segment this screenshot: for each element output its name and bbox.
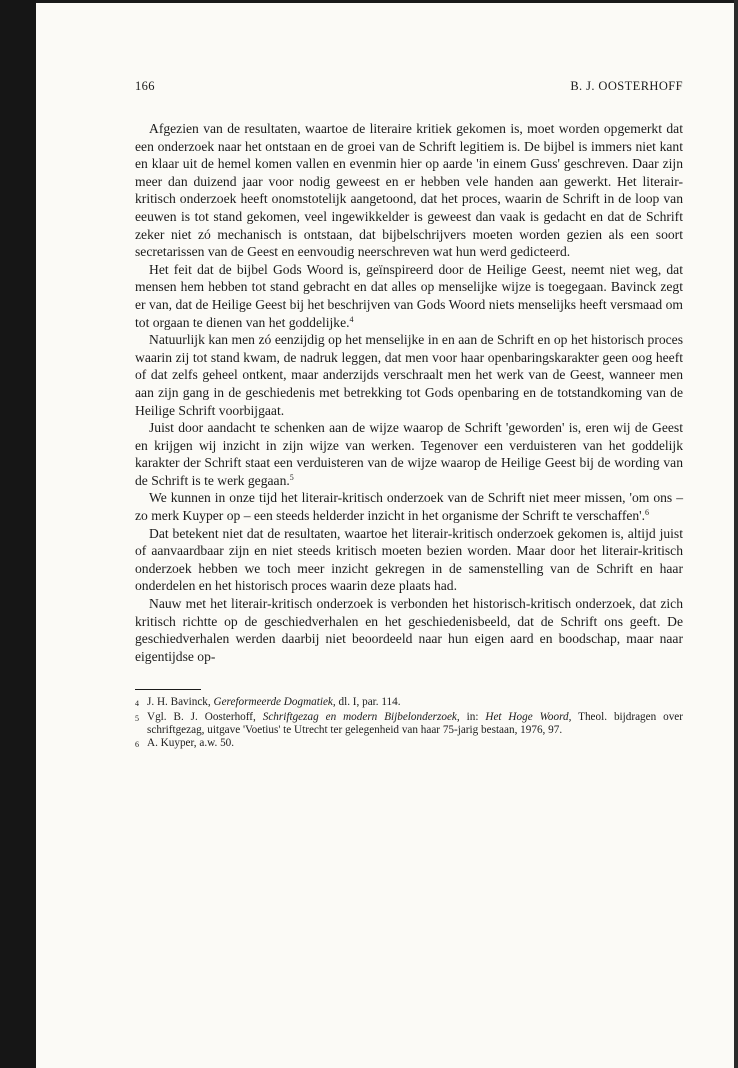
- page-content: [135, 79, 683, 751]
- footnote-reference[interactable]: 6: [645, 508, 650, 518]
- body-text: [135, 120, 683, 665]
- paragraph: [135, 525, 683, 595]
- paragraph: [135, 331, 683, 419]
- footnote-text: A. Kuyper, a.w. 50.: [147, 737, 235, 750]
- book-page: [36, 3, 734, 1068]
- scan-border-right: [734, 0, 738, 1068]
- footnote-text: J. H. Bavinck, Gereformeerde Dogmatiek, dl. I, par. 114.: [147, 696, 401, 709]
- paragraph: [135, 489, 683, 524]
- paragraph: [135, 120, 683, 261]
- footnote-reference[interactable]: 5: [289, 472, 294, 482]
- running-head: [135, 79, 683, 94]
- footnote: [135, 737, 683, 751]
- paragraph: [135, 595, 683, 665]
- footnote: [135, 696, 683, 710]
- footnote-text: Vgl. B. J. Oosterhoff, Schriftgezag en modern Bijbelonderzoek, in: Het Hoge Woord, Theol. bijdragen over schriftgezag, uitgave 'Voetius' te Utrecht ter gelegenheid van haar 75-jarig bestaan, 1976, 97.: [147, 710, 683, 736]
- running-head-author: B. J. OOSTERHOFF: [570, 79, 683, 93]
- paragraph-text: Dat betekent niet dat de resultaten, waartoe het literair-kritisch onderzoek gekomen is, altijd juist of aanvaardbaar zijn en niet steeds kritisch moeten bezien worden. Maar door het literair-kritisch onderzoek hebben we toch meer inzicht gekregen in de samenstelling van de Schrift en haar onderdelen en het historisch proces waarin deze plaats had.: [135, 525, 683, 594]
- paragraph-text: Het feit dat de bijbel Gods Woord is, geïnspireerd door de Heilige Geest, neemt niet weg, dat mensen hem hebben tot stand gebracht en dat alles op menselijke wijze is toegegaan. Bavinck zegt er van, dat de Heilige Geest bij het beschrijven van Gods Woord niets menselijks heeft versmaad om tot orgaan te dienen van het goddelijke.: [135, 261, 683, 330]
- paragraph-text: We kunnen in onze tijd het literair-kritisch onderzoek van de Schrift niet meer missen, 'om ons – zo merk Kuyper op – een steeds helderder inzicht in het organisme der Schrift te verschaffen'.: [135, 490, 683, 524]
- footnote: [135, 711, 683, 737]
- footnote-mark: 4: [135, 699, 139, 709]
- footnote-mark: 5: [135, 713, 139, 723]
- footnote-reference[interactable]: 4: [349, 314, 354, 324]
- page-number: 166: [135, 79, 155, 93]
- paragraph-text: Afgezien van de resultaten, waartoe de literaire kritiek gekomen is, moet worden opgemerkt dat een onderzoek naar het ontstaan en de groei van de Schrift legitiem is. De bijbel is immers niet kant en klaar uit de hemel komen vallen en evenmin hier op aarde 'in einem Guss' geschreven. Daar zijn meer dan duizend jaar voor nodig geweest en er hebben vele handen aan gewerkt. Het literair-kritisch onderzoek heeft onomstotelijk aangetoond, dat het proces, waarin de Schrift in de loop van eeuwen is tot stand gekomen, veel ingewikkelder is geweest dan vaak is gedacht en dat de Schrift zeker niet zó mechanisch is ontstaan, dat bijbelschrijvers moeten worden gezien als een soort secretarissen van de Geest en eenvoudig neerschreven wat hun werd gedicteerd.: [135, 121, 683, 260]
- footnote-divider: [135, 689, 201, 690]
- paragraph-text: Nauw met het literair-kritisch onderzoek is verbonden het historisch-kritisch onderzoek, dat zich kritisch richtte op de geschiedverhalen en het geschiedenisbeeld, dat de Schrift ons geeft. De geschiedverhalen werden daarbij niet beoordeeld naar hun eigen aard en boodschap, maar naar eigentijdse op-: [135, 596, 683, 664]
- footnotes: [135, 696, 683, 751]
- footnote-mark: 6: [135, 740, 139, 750]
- paragraph-text: Natuurlijk kan men zó eenzijdig op het menselijke in en aan de Schrift en op het historisch proces waarin zij tot stand kwam, de nadruk leggen, dat men voor haar openbaringskarakter geen oog heeft of dat zelfs geheel ontkent, maar anderzijds verschraalt men het werk van de Geest, wanneer men aan zijn gang in de geschiedenis met betrekking tot Gods openbaring en de totstandkoming van de Heilige Schrift voorbijgaat.: [135, 332, 683, 418]
- paragraph: [135, 261, 683, 331]
- scan-border-left: [0, 0, 36, 1068]
- paragraph-text: Juist door aandacht te schenken aan de wijze waarop de Schrift 'geworden' is, eren wij de Geest en krijgen wij inzicht in zijn wijze van werken. Tegenover een verduisteren van het goddelijk karakter der Schrift staat een verduisteren van de wijze waarop de Heilige Geest bij de wording van de Schrift is te werk gegaan.: [135, 420, 683, 488]
- paragraph: [135, 419, 683, 489]
